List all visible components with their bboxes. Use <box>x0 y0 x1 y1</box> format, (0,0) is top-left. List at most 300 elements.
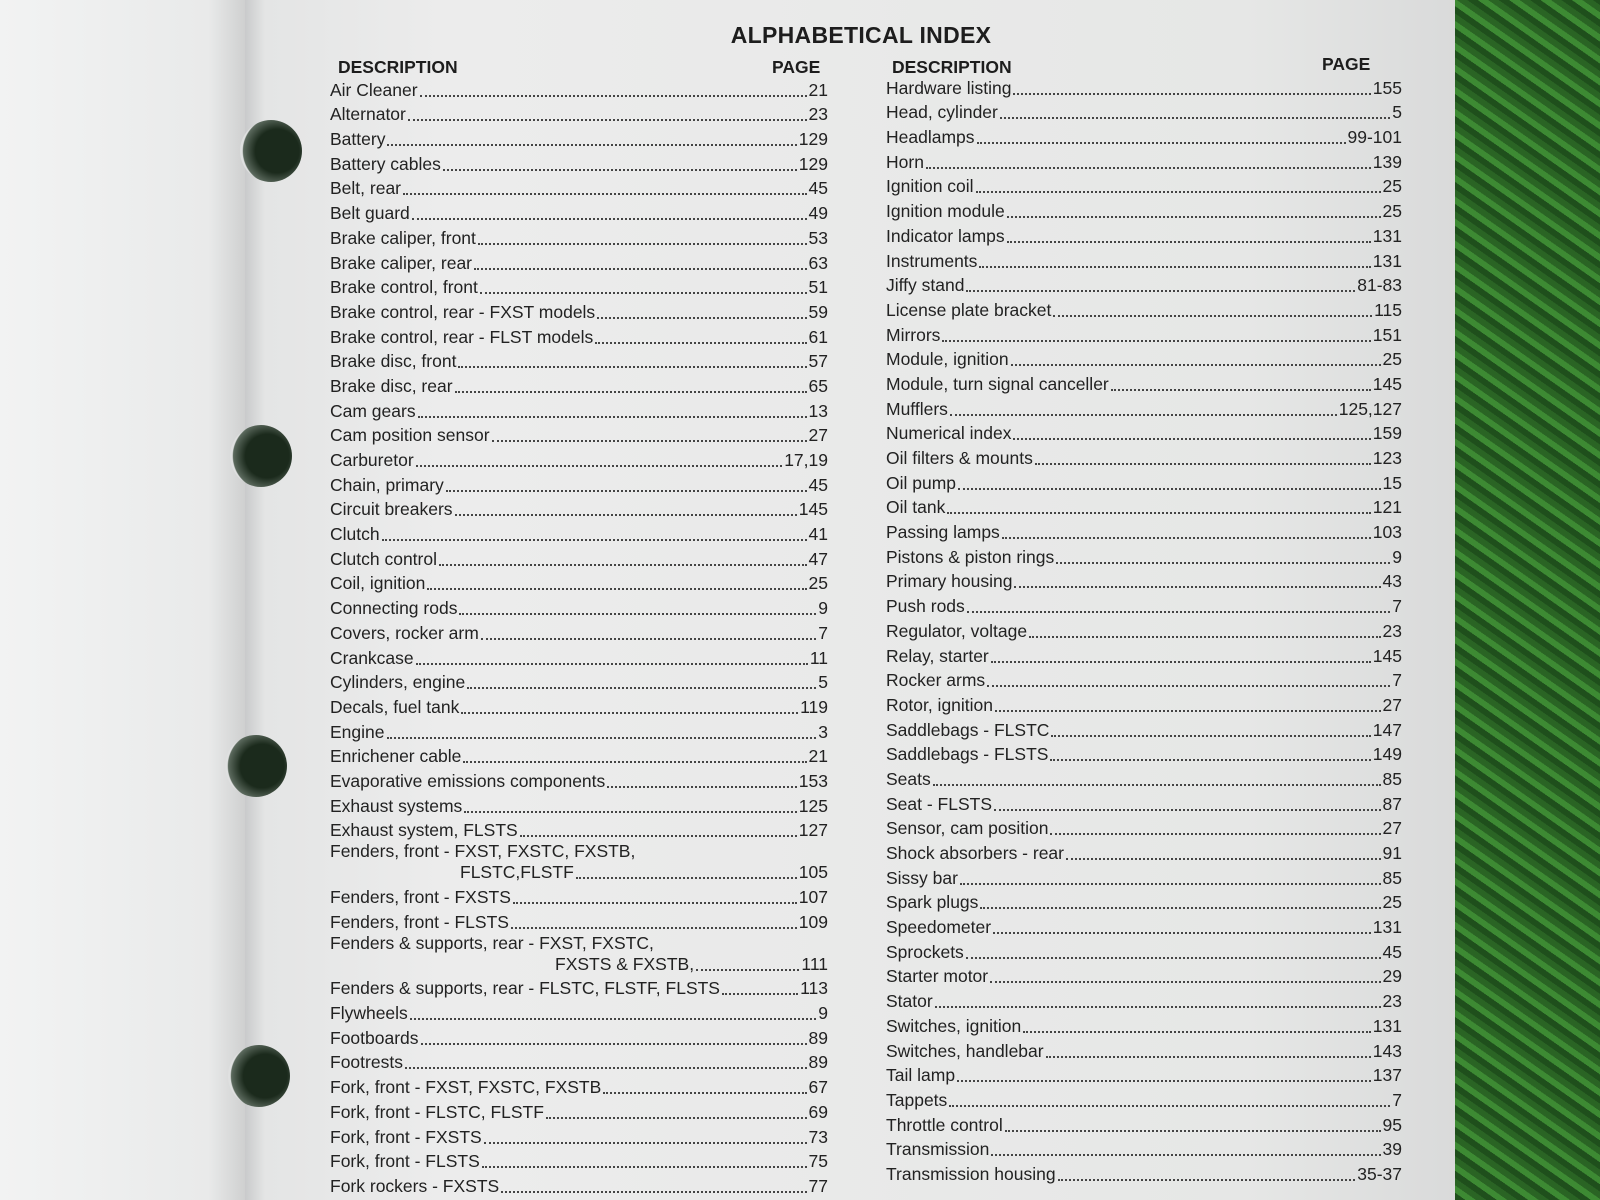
entry-page: 27 <box>1382 818 1402 839</box>
entry-description: Jiffy stand <box>886 275 965 296</box>
entry-page: 67 <box>808 1077 828 1098</box>
dot-leader <box>1002 520 1371 540</box>
entry-description: Fenders & supports, rear - FXST, FXSTC, <box>330 932 654 953</box>
entry-page: 107 <box>798 887 828 907</box>
dot-leader <box>722 976 798 996</box>
dot-leader <box>1023 1013 1371 1033</box>
entry-page: 85 <box>1382 867 1402 888</box>
dot-leader <box>458 349 806 369</box>
index-entry <box>330 150 828 175</box>
entry-page: 35-37 <box>1357 1163 1402 1184</box>
entry-page: 25 <box>808 573 828 594</box>
dot-leader <box>935 989 1381 1009</box>
entry-page: 7 <box>1392 1089 1402 1110</box>
index-entry <box>330 1024 828 1049</box>
entry-description: Evaporative emissions components <box>330 770 606 791</box>
dot-leader <box>1058 1161 1356 1181</box>
dot-leader <box>403 176 807 196</box>
entry-page: 11 <box>809 647 828 668</box>
entry-description: Fenders & supports, rear - FLSTC, FLSTF, FLSTS <box>330 978 720 999</box>
index-entry <box>330 975 828 1000</box>
entry-description: Ignition module <box>886 201 1005 222</box>
entry-description: Fork rockers - FXSTS <box>330 1175 500 1196</box>
index-entry <box>886 1086 1402 1111</box>
entry-description-continued: FLSTC,FLSTF <box>460 862 574 883</box>
dot-leader <box>966 273 1355 293</box>
entry-description: Brake disc, rear <box>330 375 453 396</box>
dot-leader <box>960 865 1381 885</box>
index-entry <box>886 247 1402 272</box>
entry-page: 7 <box>818 622 828 643</box>
entry-page: 153 <box>798 770 828 791</box>
entry-description: Spark plugs <box>886 892 979 913</box>
index-entry <box>886 296 1402 321</box>
dot-leader <box>482 1149 807 1169</box>
entry-description: Brake control, rear - FXST models <box>330 301 596 322</box>
entry-page: 111 <box>801 953 828 974</box>
entry-page: 103 <box>1372 522 1402 543</box>
index-entry <box>886 1037 1402 1062</box>
dot-leader <box>966 939 1381 959</box>
entry-page: 77 <box>808 1175 828 1196</box>
index-entry <box>886 617 1402 642</box>
entry-description: Mufflers <box>886 398 948 419</box>
entry-description: Throttle control <box>886 1114 1003 1135</box>
entry-page: 59 <box>808 301 828 322</box>
entry-description: Switches, ignition <box>886 1015 1022 1036</box>
binder-hole <box>228 1045 290 1107</box>
entry-description: Chain, primary <box>330 474 444 495</box>
index-entry <box>330 883 828 908</box>
dot-leader <box>484 1124 807 1144</box>
dot-leader <box>1051 717 1370 737</box>
dot-leader <box>1013 75 1370 95</box>
index-entry <box>886 691 1402 716</box>
entry-description: Exhaust systems <box>330 795 463 816</box>
dot-leader <box>1066 841 1381 861</box>
dot-leader <box>405 1050 807 1070</box>
entry-line <box>330 862 828 883</box>
entry-description: Seat - FLSTS <box>886 793 993 814</box>
entry-description: Pistons & piston rings <box>886 546 1055 567</box>
index-entry <box>330 175 828 200</box>
index-entry <box>886 1012 1402 1037</box>
entry-description: Module, ignition <box>886 349 1009 370</box>
dot-leader <box>463 744 806 764</box>
index-entry <box>886 1111 1402 1136</box>
entry-page: 125 <box>798 795 828 816</box>
entry-page: 45 <box>808 178 828 199</box>
entry-description: Shock absorbers - rear <box>886 843 1064 863</box>
dot-leader <box>501 1173 806 1193</box>
entry-page: 49 <box>808 203 828 224</box>
entry-page: 13 <box>808 400 828 421</box>
index-entry <box>886 148 1402 173</box>
index-entry <box>886 864 1402 889</box>
index-entry <box>330 718 828 743</box>
entry-description: Saddlebags - FLSTS <box>886 744 1049 765</box>
entry-description: Air Cleaner <box>330 79 418 100</box>
dot-leader <box>446 472 807 492</box>
entry-page: 23 <box>808 104 828 125</box>
index-entry <box>886 568 1402 593</box>
entry-description: Ignition coil <box>886 176 974 197</box>
right-index-column <box>886 74 1402 1185</box>
dot-leader <box>977 125 1346 145</box>
entry-description: Covers, rocker arm <box>330 622 479 643</box>
entry-description: Fork, front - FLSTC, FLSTF <box>330 1101 544 1122</box>
index-entry <box>330 372 828 397</box>
entry-description: Transmission <box>886 1139 990 1160</box>
entry-page: 53 <box>808 227 828 248</box>
dot-leader <box>926 149 1371 169</box>
entry-description: Fenders, front - FLSTS <box>330 911 509 932</box>
index-entry <box>886 173 1402 198</box>
dot-leader <box>546 1099 807 1119</box>
index-entry <box>330 125 828 150</box>
index-entry <box>330 1073 828 1098</box>
entry-description: Push rods <box>886 596 965 617</box>
entry-description: Crankcase <box>330 647 414 668</box>
entry-description: Rocker arms <box>886 670 986 691</box>
dot-leader <box>480 275 807 295</box>
dot-leader <box>576 860 797 880</box>
entry-description: Flywheels <box>330 1003 408 1024</box>
entry-description: Fork, front - FXST, FXSTC, FXSTB <box>330 1077 602 1098</box>
entry-description: Sensor, cam position <box>886 818 1049 839</box>
entry-page: 81-83 <box>1357 275 1402 296</box>
entry-page: 109 <box>798 911 828 932</box>
index-entry <box>330 908 828 933</box>
dot-leader <box>464 793 797 813</box>
dot-leader <box>511 909 797 929</box>
entry-page: 131 <box>1372 250 1402 271</box>
dot-leader <box>382 522 807 542</box>
entry-page: 131 <box>1372 225 1402 246</box>
index-entry <box>330 594 828 619</box>
entry-description: Engine <box>330 721 385 742</box>
entry-description: Coil, ignition <box>330 573 426 594</box>
dot-leader <box>990 964 1380 984</box>
entry-description: Starter motor <box>886 966 989 987</box>
index-entry <box>330 224 828 249</box>
binder-hole <box>240 120 302 182</box>
entry-page: 23 <box>1382 620 1402 641</box>
entry-description: Cam position sensor <box>330 425 490 446</box>
index-entry <box>330 644 828 669</box>
index-entry <box>886 839 1402 864</box>
dot-leader <box>1035 446 1371 466</box>
dot-leader <box>933 766 1381 786</box>
entry-page: 7 <box>1392 670 1402 691</box>
entry-description: Oil filters & mounts <box>886 448 1033 468</box>
entry-description: Numerical index <box>886 423 1012 444</box>
index-entry <box>886 99 1402 124</box>
dot-leader <box>1007 199 1381 219</box>
index-entry <box>886 1062 1402 1087</box>
index-entry <box>330 274 828 299</box>
index-entry <box>330 1098 828 1123</box>
index-entry <box>330 619 828 644</box>
index-entry <box>886 123 1402 148</box>
entry-page: 145 <box>1372 373 1402 394</box>
dot-leader <box>1056 544 1390 564</box>
entry-description: Clutch control <box>330 548 437 569</box>
entry-description: Clutch <box>330 524 380 545</box>
index-entry <box>886 642 1402 667</box>
entry-description: Seats <box>886 768 931 789</box>
index-entry <box>886 741 1402 766</box>
entry-description: Alternator <box>330 104 406 125</box>
entry-page: 145 <box>1372 645 1402 666</box>
entry-description: Primary housing <box>886 571 1013 592</box>
index-entry <box>886 667 1402 692</box>
entry-page: 159 <box>1372 423 1402 444</box>
dot-leader <box>950 396 1337 416</box>
index-entry <box>886 938 1402 963</box>
entry-page: 149 <box>1372 744 1402 765</box>
entry-description: Oil pump <box>886 472 957 493</box>
entry-description: Headlamps <box>886 127 975 148</box>
entry-page: 139 <box>1372 151 1402 172</box>
entry-description: Cam gears <box>330 400 416 421</box>
dot-leader <box>991 1137 1380 1157</box>
entry-page: 29 <box>1382 966 1402 987</box>
index-entry <box>330 817 828 842</box>
entry-description: Exhaust system, FLSTS <box>330 820 518 841</box>
entry-page: 63 <box>808 252 828 273</box>
left-description-header: DESCRIPTION <box>338 57 458 77</box>
dot-leader <box>1046 1038 1371 1058</box>
entry-description: Mirrors <box>886 324 941 345</box>
entry-page: 61 <box>808 326 828 347</box>
index-entry <box>886 494 1402 519</box>
dot-leader <box>410 1001 816 1021</box>
index-entry <box>886 790 1402 815</box>
index-entry <box>886 370 1402 395</box>
dot-leader <box>1050 742 1370 762</box>
dot-leader <box>994 791 1381 811</box>
entry-description: Hardware listing <box>886 77 1012 98</box>
entry-page: 9 <box>1392 546 1402 567</box>
index-entry <box>886 889 1402 914</box>
index-entry <box>886 518 1402 543</box>
dot-leader <box>416 645 808 665</box>
entry-page: 5 <box>1392 102 1402 123</box>
entry-page: 121 <box>1372 497 1402 518</box>
dot-leader <box>597 299 806 319</box>
dot-leader <box>603 1075 806 1095</box>
dot-leader <box>412 201 807 221</box>
grass-background <box>1455 0 1600 1200</box>
entry-page: 5 <box>818 672 828 693</box>
binder-hole <box>230 425 292 487</box>
dot-leader <box>418 398 807 418</box>
index-entry <box>330 1148 828 1173</box>
entry-page: 147 <box>1372 719 1402 740</box>
dot-leader <box>1013 421 1370 441</box>
index-entry <box>886 592 1402 617</box>
entry-description: Passing lamps <box>886 522 1000 543</box>
entry-page: 125,127 <box>1338 398 1402 419</box>
dot-leader <box>420 77 807 97</box>
entry-description: Speedometer <box>886 917 992 938</box>
entry-description: Saddlebags - FLSTC <box>886 719 1050 740</box>
entry-page: 27 <box>808 425 828 446</box>
entry-page: 25 <box>1382 349 1402 370</box>
entry-page: 25 <box>1382 892 1402 913</box>
dot-leader <box>957 1063 1371 1083</box>
entry-page: 129 <box>798 153 828 174</box>
entry-description: Instruments <box>886 250 978 271</box>
entry-description: Brake control, front <box>330 277 478 298</box>
index-entry <box>330 348 828 373</box>
index-entry <box>886 197 1402 222</box>
entry-description: Tail lamp <box>886 1065 956 1086</box>
index-entry <box>330 520 828 545</box>
index-entry <box>330 199 828 224</box>
page-title: ALPHABETICAL INDEX <box>730 22 992 48</box>
entry-page: 21 <box>808 79 828 100</box>
left-page-header: PAGE <box>772 57 821 77</box>
entry-description: Tappets <box>886 1089 948 1110</box>
index-entry <box>330 422 828 447</box>
dot-leader <box>1029 618 1380 638</box>
index-entry <box>330 101 828 126</box>
entry-page: 75 <box>808 1151 828 1172</box>
dot-leader <box>947 495 1370 515</box>
index-entry <box>330 570 828 595</box>
entry-description: Transmission housing <box>886 1163 1056 1184</box>
entry-description: Relay, starter <box>886 645 989 666</box>
dot-leader <box>696 951 799 971</box>
index-entry <box>330 1049 828 1074</box>
dot-leader <box>942 322 1370 342</box>
entry-description: Belt guard <box>330 203 410 224</box>
entry-page: 137 <box>1372 1065 1402 1086</box>
entry-description: Belt, rear <box>330 178 401 199</box>
entry-description: Carburetor <box>330 450 414 470</box>
entry-description: Fenders, front - FXST, FXSTC, FXSTB, <box>330 841 636 862</box>
dot-leader <box>478 225 807 245</box>
entry-description: Battery cables <box>330 153 441 174</box>
entry-page: 3 <box>818 721 828 742</box>
dot-leader <box>991 643 1371 663</box>
entry-page: 21 <box>808 746 828 767</box>
index-entry <box>330 999 828 1024</box>
index-entry <box>330 792 828 817</box>
dot-leader <box>387 127 796 147</box>
dot-leader <box>1014 569 1380 589</box>
entry-description: Stator <box>886 991 933 1012</box>
entry-page: 127 <box>798 820 828 841</box>
entry-page: 43 <box>1382 571 1402 592</box>
dot-leader <box>492 423 807 443</box>
entry-description: Connecting rods <box>330 598 458 619</box>
entry-description: Head, cylinder <box>886 102 998 123</box>
entry-description: Footboards <box>330 1027 419 1048</box>
entry-page: 99-101 <box>1347 127 1402 148</box>
dot-leader <box>455 497 797 517</box>
dot-leader <box>958 470 1381 490</box>
entry-description: Fork, front - FXSTS <box>330 1126 482 1147</box>
index-entry <box>886 963 1402 988</box>
index-entry <box>330 1123 828 1148</box>
dot-leader <box>408 102 807 122</box>
entry-description-continued: FXSTS & FXSTB, <box>555 953 695 974</box>
entry-description: Brake control, rear - FLST models <box>330 326 594 347</box>
entry-page: 57 <box>808 351 828 372</box>
entry-description: Switches, handlebar <box>886 1040 1044 1061</box>
index-entry <box>330 669 828 694</box>
dot-leader <box>1005 1112 1381 1132</box>
index-entry <box>330 298 828 323</box>
dot-leader <box>481 620 816 640</box>
entry-page: 95 <box>1382 1114 1402 1135</box>
entry-description: Oil tank <box>886 497 946 518</box>
entry-description: Cylinders, engine <box>330 672 466 693</box>
entry-page: 45 <box>808 474 828 495</box>
index-entry <box>330 249 828 274</box>
entry-page: 89 <box>808 1027 828 1048</box>
entry-page: 25 <box>1382 176 1402 197</box>
dot-leader <box>459 596 816 616</box>
dot-leader <box>513 885 797 905</box>
entry-description: Battery <box>330 129 386 150</box>
entry-page: 89 <box>808 1052 828 1073</box>
entry-page: 15 <box>1382 472 1402 493</box>
index-entry <box>886 765 1402 790</box>
entry-page: 17,19 <box>784 450 828 470</box>
entry-description: Horn <box>886 151 924 172</box>
index-entry <box>886 913 1402 938</box>
entry-page: 151 <box>1372 324 1402 345</box>
index-entry <box>886 395 1402 420</box>
dot-leader <box>474 250 807 270</box>
dot-leader <box>1007 223 1371 243</box>
entry-description: Circuit breakers <box>330 499 453 520</box>
entry-page: 41 <box>808 524 828 545</box>
entry-page: 145 <box>798 499 828 520</box>
index-entry <box>330 76 828 101</box>
dot-leader <box>1000 100 1390 120</box>
entry-description: Fenders, front - FXSTS <box>330 887 511 907</box>
index-entry <box>330 1172 828 1197</box>
index-entry <box>886 1136 1402 1161</box>
entry-description: Brake disc, front <box>330 351 457 372</box>
dot-leader <box>993 915 1371 935</box>
entry-page: 7 <box>1392 596 1402 617</box>
entry-description: Brake caliper, rear <box>330 252 473 273</box>
dot-leader <box>976 174 1381 194</box>
entry-description: Fork, front - FLSTS <box>330 1151 480 1172</box>
entry-page: 73 <box>808 1126 828 1147</box>
entry-page: 39 <box>1382 1139 1402 1160</box>
entry-description: Module, turn signal canceller <box>886 373 1109 394</box>
dot-leader <box>443 151 797 171</box>
entry-page: 27 <box>1382 694 1402 715</box>
entry-description: Enrichener cable <box>330 746 462 767</box>
index-entry <box>886 1160 1402 1185</box>
entry-page: 85 <box>1382 768 1402 789</box>
index-entry <box>330 841 828 883</box>
entry-page: 87 <box>1382 793 1402 814</box>
dot-leader <box>987 668 1390 688</box>
dot-leader <box>467 670 816 690</box>
index-entry <box>330 545 828 570</box>
entry-page: 119 <box>800 696 828 717</box>
entry-page: 123 <box>1372 448 1402 468</box>
